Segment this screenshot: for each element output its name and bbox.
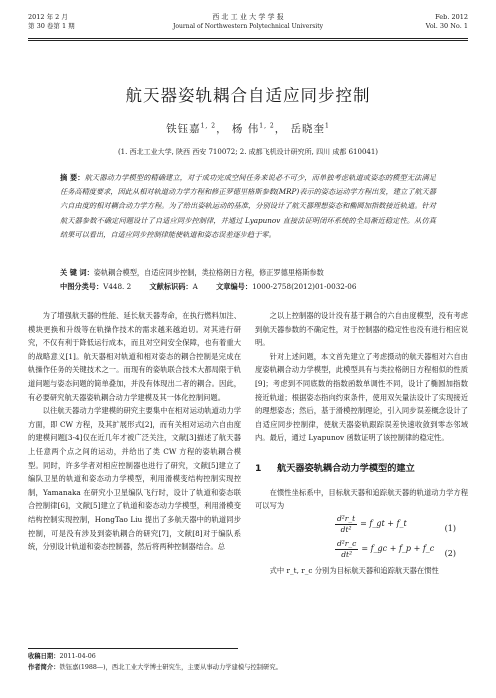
author-bio-line (28, 663, 468, 673)
issue-date-en: Feb. 2012 (435, 13, 468, 21)
running-header (28, 13, 468, 37)
journal-name-en: Journal of Northwestern Polytechnical University (172, 23, 324, 30)
equation-rhs: = f_gt + f_t (360, 519, 407, 529)
author-affil-mark: 1 (325, 122, 330, 130)
section-heading (255, 462, 468, 476)
equation-fraction (335, 514, 357, 535)
equation-denominator: dt² (341, 549, 353, 559)
body-paragraph: 之以上控制器的设计没有基于耦合的六自由度模型，没有考虑到航天器参数的不确定性，对于控制器的稳定性也没有进行相应说明。 (255, 311, 468, 348)
author-separator: ， (274, 123, 287, 135)
author-affil-mark: 1, 2 (200, 122, 217, 130)
body-paragraph: 在惯性坐标系中，目标航天器和追踪航天器的轨道动力学方程可以写为 (255, 487, 468, 511)
received-date: 2011-04-06 (59, 653, 96, 660)
equation-numerator: d²r_c (337, 538, 357, 548)
author-bio-label: 作者简介： (28, 664, 60, 671)
author-name: 岳晓奎 (290, 123, 326, 135)
article-title: 航天器姿轨耦合自适应同步控制 (125, 86, 371, 105)
keywords-text: 姿轨耦合模型，自适应同步控制，类拉格朗日方程，修正罗德里格斯参数 (93, 268, 324, 277)
doc-code-label: 文献标识码： (149, 282, 193, 291)
received-date-line (28, 652, 468, 662)
body-column-right (255, 309, 468, 577)
issue-volume: 第 30 卷第 1 期 (28, 22, 75, 30)
header-rule (28, 38, 468, 39)
body-paragraph: 以往航天器动力学建模的研究主要集中在相对运动轨道动力学方面，即 CW 方程，及其扩展形式[2]，而有关相对运动六自由度的建模问题[3-4]仅在近几年才被广泛关注，文献[3]描述了航天器上任意两个点之间的运动，并给出了类 CW 方程的姿轨耦合模型。同时，许多学者对相应控制器也进行了研究，文献[5]建立了编队卫星的轨道和姿态动力学模型，利用滑模变结构控制实现控制，Yamanaka 在研究小卫星编队飞行时，设计了轨道和姿态联合控制律[6]，文献[5]建立了轨道和姿态动力学模型，利用滑模变结构控制实现控制，HongTao Liu 提出了多航天器中的轨道同步控制，可是没有涉及到姿轨耦合的研究[7]，文献[8]对于编队系统，分别设计轨道和姿态控制器，然后将两种控制器结合。总 (28, 406, 241, 552)
equation-numerator: d²r_t (337, 513, 356, 523)
header-center (28, 13, 468, 31)
article-id: 1000-2758(2012)01-0032-06 (252, 282, 357, 291)
section-number: 1 (255, 462, 262, 474)
body-paragraph: 式中 r_t, r_c 分别为目标航天器和追踪航天器在惯性 (269, 565, 439, 575)
author-name: 杨 伟 (231, 123, 260, 135)
journal-name-cn: 西 北 工 业 大 学 学 报 (212, 13, 284, 21)
equation-2 (255, 539, 468, 563)
abstract (60, 171, 436, 242)
equation-fraction (335, 539, 358, 560)
affiliation: (1. 西北工业大学, 陕西 西安 710072; 2. 成都飞机设计研究所, 四川 成都 610041) (117, 148, 379, 156)
equation-denominator: dt² (340, 524, 352, 534)
author-affil-mark: 1, 2 (259, 122, 275, 130)
equation-body (335, 514, 407, 535)
classification-line (60, 281, 436, 293)
equation-number: (1) (444, 523, 456, 533)
equation-body (335, 539, 434, 560)
footnote-rule (28, 648, 238, 649)
equation-number: (2) (444, 548, 456, 558)
header-right (426, 13, 468, 31)
issue-date: 2012 年 2 月 (28, 13, 68, 21)
author-name: 铁钰嘉 (166, 123, 201, 135)
abstract-text: 航天器动力学模型的精确建立，对于成功完成空间任务来说必不可少，而单独考虑轨道或姿态的模型无法满足任务高精度要求，因此从相对轨道动力学方程和修正罗德里格斯参数(MRP)表示的姿态运动学方程出发，建立了航天器六自由度的相对耦合动力学方程。为了给出姿轨运动的基准，分别设计了航天器理想姿态和椭圆加指数接近轨道。针对航天器参数不确定问题设计了自适应同步控制律，并通过 Lyapunov 直接法证明闭环系统的全局渐近稳定性。从仿真结果可以看出，自适应同步控制律能使轨道和姿态误差逐步趋于零。 (60, 173, 436, 239)
body-paragraph: 针对上述问题，本文首先建立了考虑摄动的航天器相对六自由度姿轨耦合动力学模型，此模型具有与类拉格朗日方程相似的性质[9]；考虑到不同底数的指数函数单调性不同，设计了椭圆加指数接近轨道；根据姿态指向约束条件，使用双矢量法设计了实现接近的理想姿态；然后，基于滑模控制理论，引入同步误差概念设计了自适应同步控制律，使航天器姿轨跟踪误差快速收敛到零态邻域内。最后，通过 Lyapunov 函数证明了该控制律的稳定性。 (255, 351, 468, 443)
issue-volume-en: Vol. 30 No. 1 (425, 22, 468, 30)
body-paragraph: 为了增强航天器的性能、延长航天器寿命，在执行燃料加注、模块更换和升级等在轨操作技术的需求越来越迫切。对其进行研究，不仅有利于降低运行成本，而且对空间安全保障，也有着重大的战略意义[1]。航天器相对轨道和相对姿态的耦合控制是完成在轨操作任务的关键技术之一。而现有的姿轨联合技术大都局限于轨道问题与姿态问题的简单叠加，并没有体现出二者的耦合。因此，有必要研究航天器姿轨耦合动力学建模及其一体化控制问题。 (28, 311, 241, 402)
received-label: 收稿日期： (28, 653, 60, 660)
author-bio: 铁钰嘉(1988—)，西北工业大学博士研究生，主要从事动力学建模与控制研究。 (59, 664, 282, 671)
article-id-label: 文章编号： (216, 282, 253, 291)
body-column-left (28, 309, 241, 554)
doc-code: A (192, 282, 198, 291)
author-separator: ， (216, 123, 228, 135)
keywords (60, 266, 436, 280)
author-line (0, 121, 496, 136)
header-rule-thin (28, 40, 468, 41)
equation-1 (255, 514, 468, 538)
clc-code: V448. 2 (103, 282, 132, 291)
equation-rhs: = f_gc + f_p + f_c (361, 544, 435, 554)
abstract-label: 摘 要： (60, 173, 85, 182)
keywords-label: 关 键 词： (60, 268, 94, 277)
clc-label: 中图分类号： (60, 282, 104, 291)
section-title: 航天器姿轨耦合动力学模型的建立 (277, 462, 415, 474)
